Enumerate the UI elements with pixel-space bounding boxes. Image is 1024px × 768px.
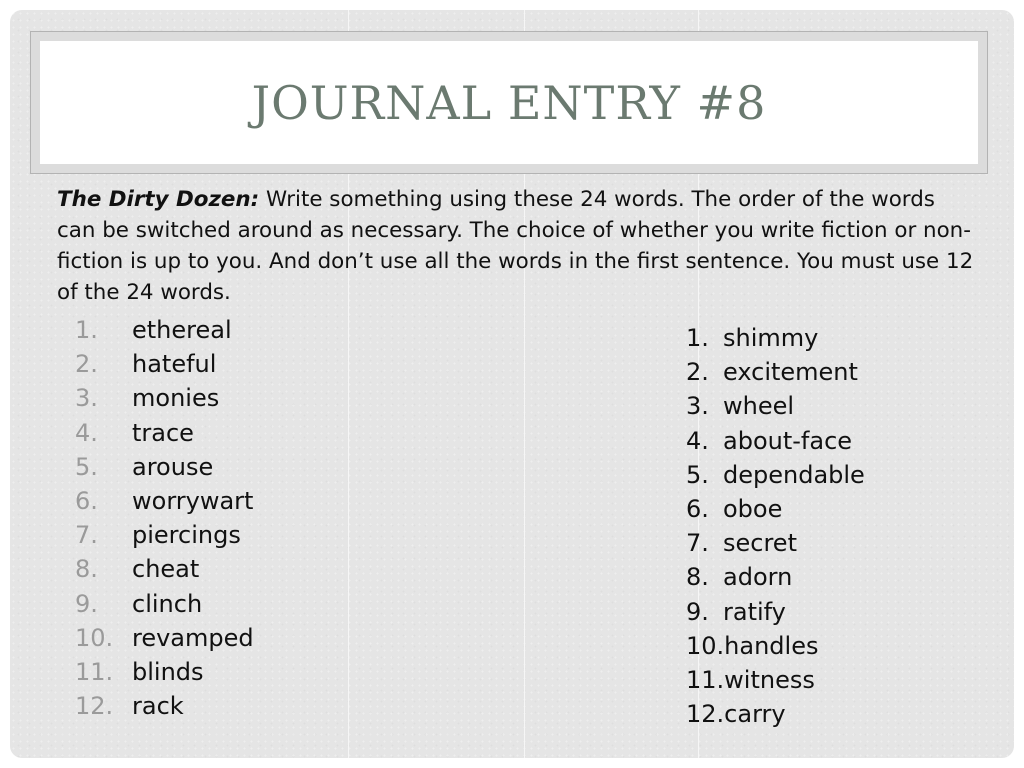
intro-paragraph [57, 184, 977, 308]
list-item [686, 389, 865, 423]
list-number: 2. [75, 350, 98, 379]
list-number: 7. [75, 521, 98, 550]
list-item [66, 518, 254, 552]
list-item [66, 689, 254, 723]
list-number: 1. [75, 316, 98, 344]
list-item [686, 526, 865, 560]
list-word: witness [724, 666, 815, 695]
list-number: 3. [686, 392, 709, 421]
left-word-list [66, 313, 254, 723]
list-number: 4. [75, 418, 98, 447]
list-word: monies [132, 384, 220, 413]
list-word: worrywart [132, 487, 254, 516]
list-word: secret [723, 529, 797, 558]
list-number: 6. [686, 495, 709, 524]
list-item [686, 629, 865, 663]
right-word-list [686, 321, 865, 731]
list-number: 1. [686, 324, 709, 352]
list-word: wheel [723, 392, 795, 421]
list-item [66, 621, 254, 655]
list-item [66, 552, 254, 586]
list-word: trace [132, 418, 194, 447]
list-word: about-face [723, 426, 853, 455]
list-word: rack [132, 692, 184, 721]
list-word: shimmy [723, 324, 819, 352]
list-number: 5. [686, 460, 709, 489]
list-word: arouse [132, 452, 214, 481]
list-number: 9. [686, 597, 709, 626]
list-item [66, 416, 254, 450]
list-word: blinds [132, 658, 204, 687]
list-item [66, 450, 254, 484]
list-word: excitement [723, 358, 858, 387]
list-number: 10. [686, 631, 725, 660]
list-word: piercings [132, 521, 241, 550]
list-word: cheat [132, 555, 200, 584]
list-word: ratify [723, 597, 786, 626]
list-item [686, 424, 865, 458]
list-number: 10. [75, 623, 114, 652]
intro-lead: The Dirty Dozen: [57, 187, 260, 212]
list-item [686, 492, 865, 526]
list-word: clinch [132, 589, 203, 618]
list-item [686, 458, 865, 492]
title-frame [30, 31, 988, 174]
list-item [66, 313, 254, 347]
list-item [686, 697, 865, 731]
list-number: 3. [75, 384, 98, 413]
list-number: 2. [686, 358, 709, 387]
list-item [66, 484, 254, 518]
list-number: 8. [75, 555, 98, 584]
list-item [66, 347, 254, 381]
list-number: 12. [686, 700, 725, 729]
list-item [686, 560, 865, 594]
list-item [686, 663, 865, 697]
list-item [66, 587, 254, 621]
list-number: 11. [686, 666, 725, 695]
list-item [686, 595, 865, 629]
list-item [66, 655, 254, 689]
list-number: 5. [75, 452, 98, 481]
title-box [40, 41, 978, 164]
list-word: carry [724, 700, 786, 729]
list-number: 7. [686, 529, 709, 558]
list-item [686, 355, 865, 389]
list-word: handles [724, 631, 819, 660]
list-word: hateful [132, 350, 217, 379]
list-word: dependable [723, 460, 865, 489]
list-word: oboe [723, 495, 783, 524]
list-number: 11. [75, 658, 114, 687]
list-number: 8. [686, 563, 709, 592]
list-word: ethereal [132, 316, 232, 344]
slide [10, 10, 1014, 758]
list-number: 12. [75, 692, 114, 721]
list-word: adorn [723, 563, 793, 592]
list-word: revamped [132, 623, 254, 652]
slide-title: JOURNAL ENTRY #8 [251, 75, 767, 130]
list-number: 4. [686, 426, 709, 455]
intro-body: Write something using these 24 words. The order of the words can be switched around as necessary. The choice of whether you write fiction or non-fiction is up to you. And don’t use all the words in the first sentence. You must use 12 of the 24 words. [57, 187, 974, 305]
list-item [686, 321, 865, 355]
list-number: 6. [75, 487, 98, 516]
list-number: 9. [75, 589, 98, 618]
list-item [66, 381, 254, 415]
